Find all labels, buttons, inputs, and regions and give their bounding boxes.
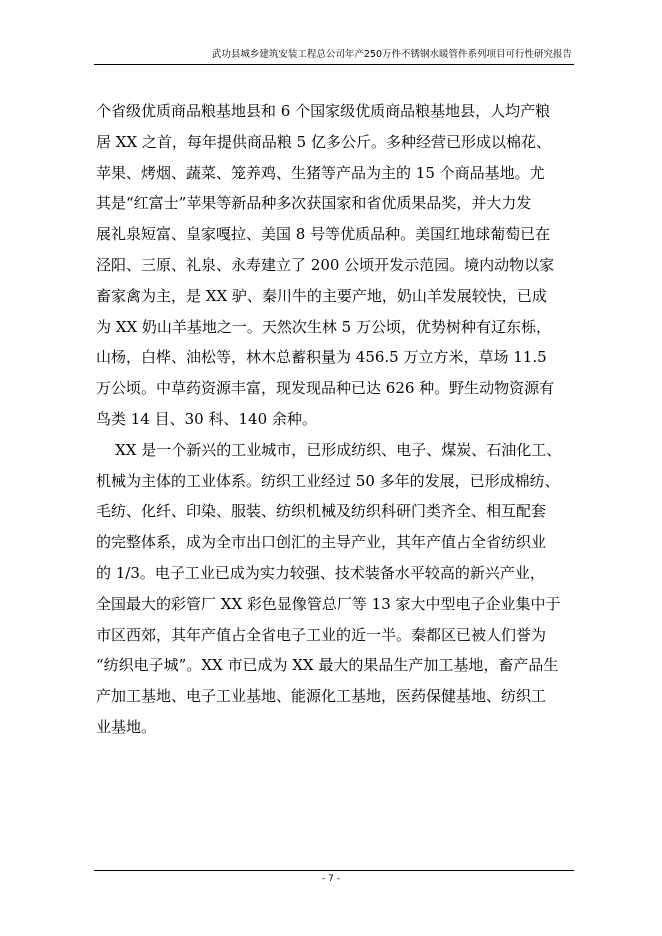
text-line: 产加工基地、电子工业基地、能源化工基地，医药保健基地、纺织工 <box>96 687 547 706</box>
page-number: - 7 - <box>322 874 340 884</box>
text-line: 为 XX 奶山羊基地之一。天然次生林 5 万公顷，优势树种有辽东栎， <box>96 317 551 336</box>
text-line: 毛纺、化纤、印染、服装、纺织机械及纺织科研门类齐全、相互配套 <box>96 502 547 521</box>
text-line: 万公顷。中草药资源丰富，现发现品种已达 626 种。野生动物资源有 <box>96 379 555 398</box>
paragraph-agriculture <box>96 96 574 435</box>
text-line: 个省级优质商品粮基地县和 6 个国家级优质商品粮基地县，人均产粮 <box>96 102 551 120</box>
text-line: XX 是一个新兴的工业城市，已形成纺织、电子、煤炭、石油化工、 <box>96 440 562 459</box>
text-line: 展礼泉短富、皇家嘎拉、美国 8 号等优质品种。美国红地球葡萄已在 <box>96 225 551 244</box>
text-line: “纺织电子城”。XX 市已成为 XX 最大的果品生产加工基地，畜产品生 <box>96 656 559 675</box>
text-line: 泾阳、三原、礼泉、永寿建立了 200 公顷开发示范园。境内动物以家 <box>96 255 555 274</box>
paragraph-industry <box>96 435 574 743</box>
body-text <box>96 96 574 743</box>
footer-divider <box>94 870 574 871</box>
text-line: 市区西郊，其年产值占全省电子工业的近一半。秦都区已被人们誉为 <box>96 625 547 644</box>
header-divider <box>94 64 574 65</box>
text-line: 的完整体系，成为全市出口创汇的主导产业，其年产值占全省纺织业 <box>96 533 547 552</box>
page-header: 武功县城乡建筑安装工程总公司年产250万件不锈钢水暖管件系列项目可行性研究报告 <box>211 49 572 60</box>
text-line: 全国最大的彩管厂 XX 彩色显像管总厂等 13 家大中型电子企业集中于 <box>96 594 561 613</box>
text-line: 畜家禽为主，是 XX 驴、秦川牛的主要产地，奶山羊发展较快，已成 <box>96 286 547 305</box>
text-line: 山杨，白桦、油松等，林木总蓄积量为 456.5 万立方米，草场 11.5 <box>96 348 547 367</box>
text-line: 机械为主体的工业体系。纺织工业经过 50 多年的发展，已形成棉纺、 <box>96 471 560 490</box>
text-line: 其是“红富士”苹果等新品种多次获国家和省优质果品奖，并大力发 <box>96 194 532 213</box>
text-line: 居 XX 之首，每年提供商品粮 5 亿多公斤。多种经营已形成以棉花、 <box>96 132 551 151</box>
text-line: 的 1/3。电子工业已成为实力较强、技术装备水平较高的新兴产业， <box>96 563 545 582</box>
text-line: 业基地。 <box>96 717 157 736</box>
text-line: 苹果、烤烟、蔬菜、笼养鸡、生猪等产品为主的 15 个商品基地。尤 <box>96 163 545 182</box>
text-line: 鸟类 14 目、30 科、140 余种。 <box>96 409 317 428</box>
